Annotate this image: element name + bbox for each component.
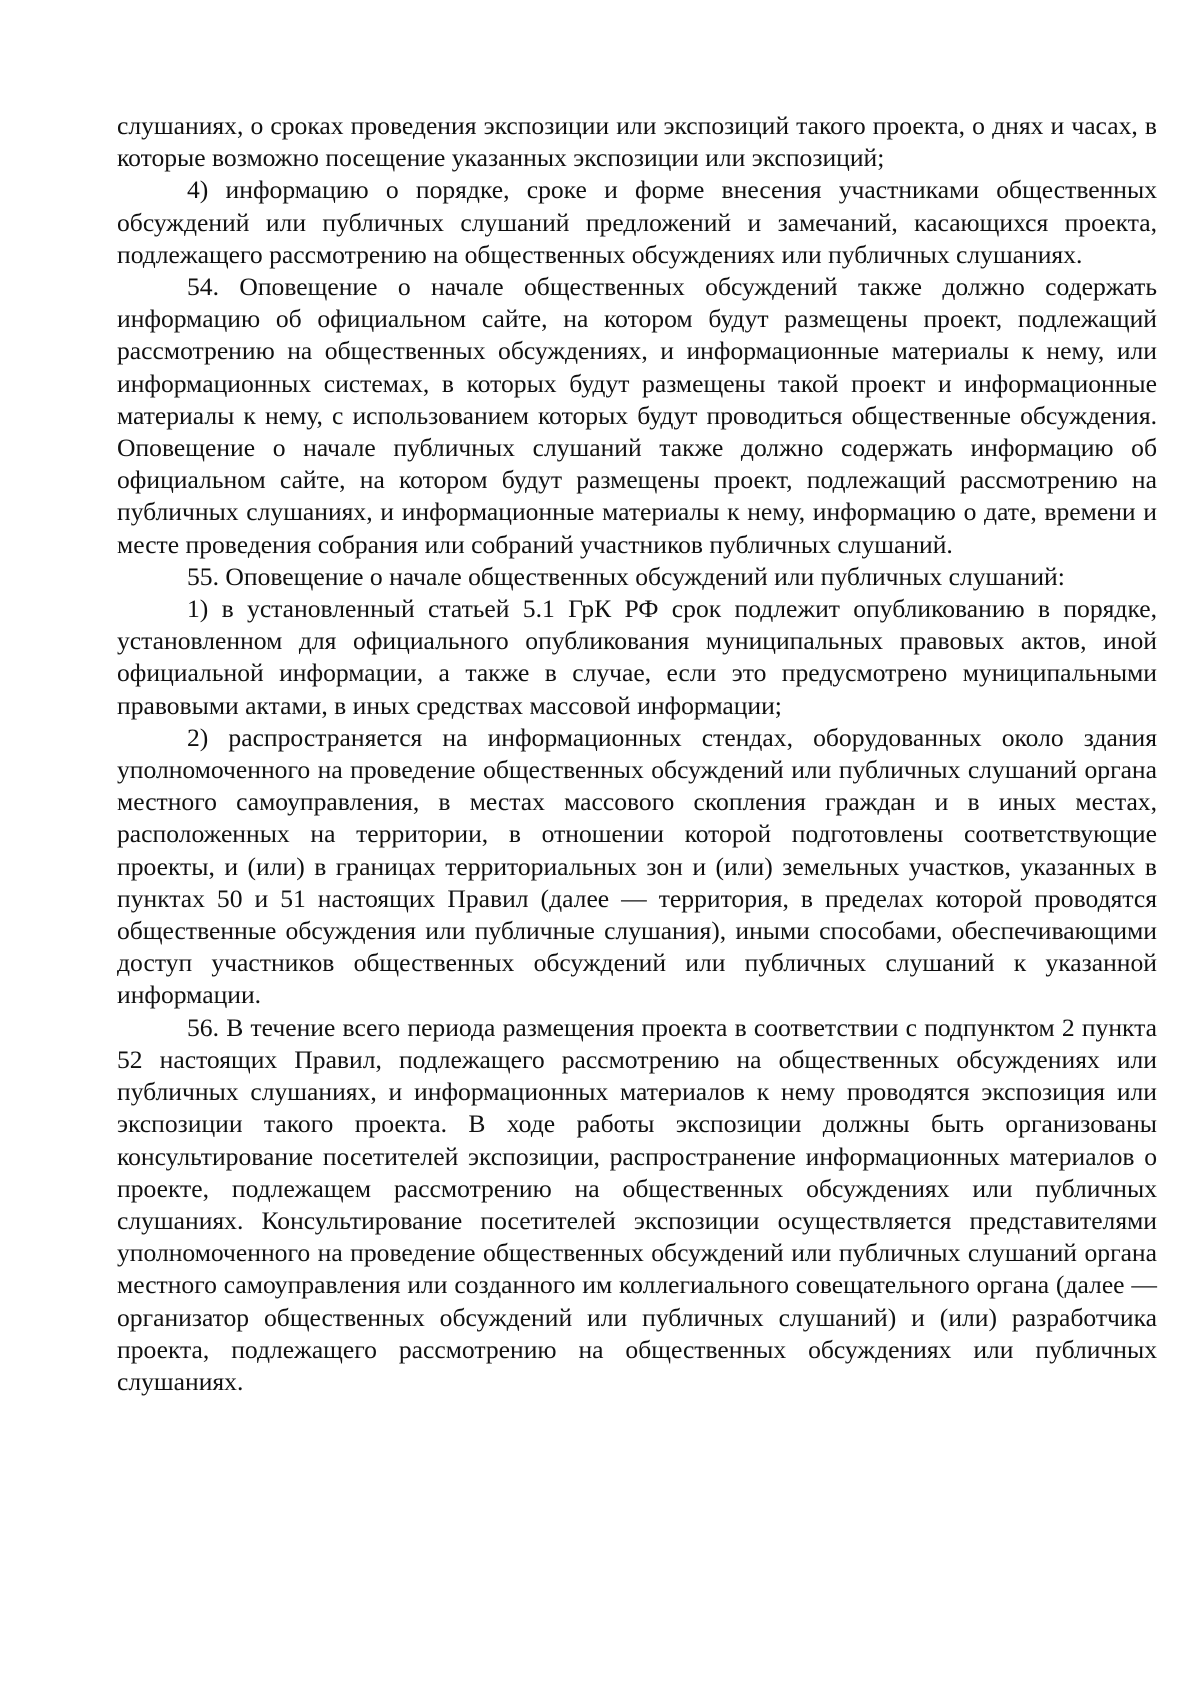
paragraph-56: 56. В течение всего периода размещения проекта в соответствии с подпунктом 2 пункта 52 настоящих Правил, подлежащего рассмотрению на общественных обсуждениях или публичных слушаниях, и информационных материалов к нему проводятся экспозиция или экспозиции такого проекта. В ходе работы экспозиции должны быть организованы консультирование посетителей экспозиции, распространение информационных материалов о проекте, подлежащем рассмотрению на общественных обсуждениях или публичных слушаниях. Консультирование посетителей экспозиции осуществляется представителями уполномоченного на проведение общественных обсуждений или публичных слушаний органа местного самоуправления или созданного им коллегиального совещательного органа (далее — организатор общественных обсуждений или публичных слушаний) и (или) разработчика проекта, подлежащего рассмотрению на общественных обсуждениях или публичных слушаниях.: [117, 1012, 1157, 1396]
paragraph-53-item-4: 4) информацию о порядке, сроке и форме внесения участниками общественных обсуждений или публичных слушаний предложений и замечаний, касающихся проекта, подлежащего рассмотрению на общественных обсуждениях или публичных слушаниях.: [117, 175, 1157, 269]
paragraph-55-item-2: 2) распространяется на информационных стендах, оборудованных около здания уполномоченного на проведение общественных обсуждений или публичных слушаний органа местного самоуправления, в местах массового скопления граждан и в иных местах, расположенных на территории, в отношении которой подготовлены соответствующие проекты, и (или) в границах территориальных зон и (или) земельных участков, указанных в пунктах 50 и 51 настоящих Правил (далее — территория, в пределах которой проводятся общественные обсуждения или публичные слушания), иными способами, обеспечивающими доступ участников общественных обсуждений или публичных слушаний к указанной информации.: [117, 722, 1157, 1010]
paragraph-55-item-1: 1) в установленный статьей 5.1 ГрК РФ срок подлежит опубликованию в порядке, установленном для официального опубликования муниципальных правовых актов, иной официальной информации, а также в случае, если это предусмотрено муниципальными правовыми актами, в иных средствах массовой информации;: [117, 594, 1157, 720]
paragraph-continuation-53-3: слушаниях, о сроках проведения экспозиции или экспозиций такого проекта, о днях и часах, в которые возможно посещение указанных экспозиции или экспозиций;: [117, 111, 1157, 173]
paragraph-54: 54. Оповещение о начале общественных обсуждений также должно содержать информацию об официальном сайте, на котором будут размещены проект, подлежащий рассмотрению на общественных обсуждениях, и информационные материалы к нему, или информационных системах, в которых будут размещены такой проект и информационные материалы к нему, с использованием которых будут проводиться общественные обсуждения. Оповещение о начале публичных слушаний также должно содержать информацию об официальном сайте, на котором будут размещены проект, подлежащий рассмотрению на публичных слушаниях, и информационные материалы к нему, информацию о дате, времени и месте проведения собрания или собраний участников публичных слушаний.: [117, 272, 1157, 559]
document-page: [117, 110, 1157, 1398]
paragraph-55: 55. Оповещение о начале общественных обсуждений или публичных слушаний:: [187, 561, 1065, 591]
